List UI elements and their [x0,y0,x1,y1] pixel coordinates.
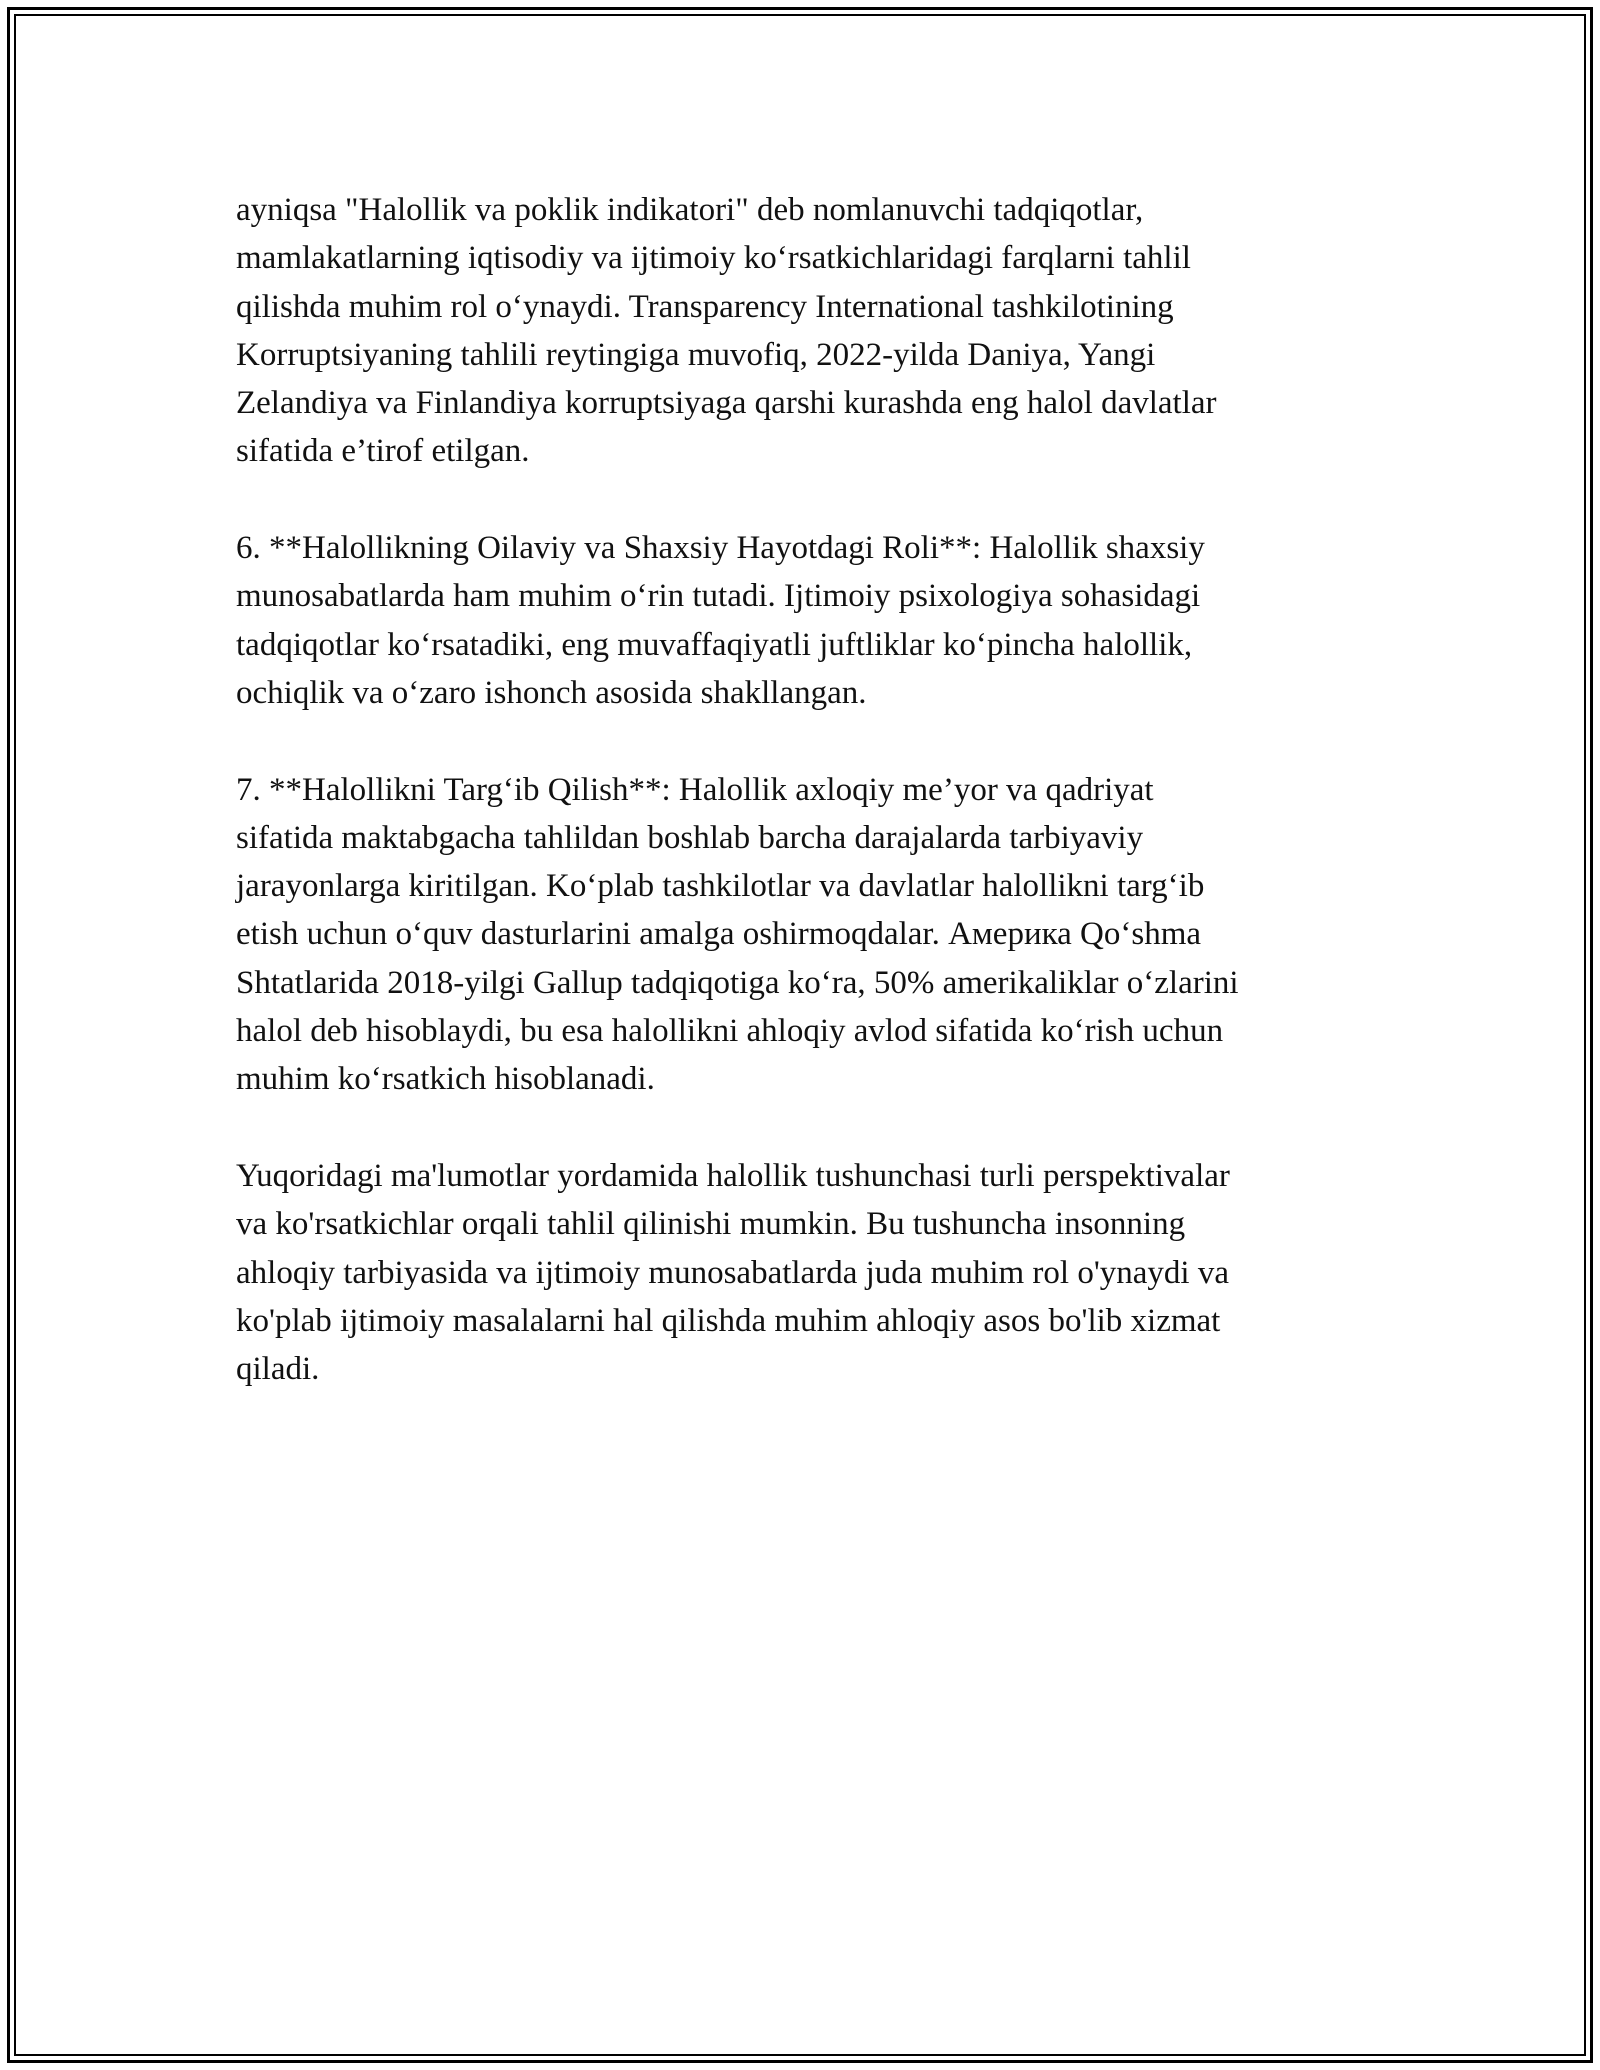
document-body [236,186,1366,1442]
text-line: tadqiqotlar ko‘rsatadiki, eng muvaffaqiyatli juftliklar ko‘pincha halollik, [236,626,1193,663]
text-line: ahloqiy tarbiyasida va ijtimoiy munosabatlarda juda muhim rol o'ynaydi va [236,1254,1229,1291]
text-line: ko'plab ijtimoiy masalalarni hal qilishda muhim ahloqiy asos bo'lib xizmat [236,1302,1221,1339]
text-line: muhim ko‘rsatkich hisoblanadi. [236,1061,655,1098]
text-line: munosabatlarda ham muhim o‘rin tutadi. Ijtimoiy psixologiya sohasidagi [236,578,1201,615]
paragraph-conclusion [236,1152,1366,1393]
text-line: va ko'rsatkichlar orqali tahlil qilinishi mumkin. Bu tushuncha insonning [236,1206,1186,1243]
text-line: mamlakatlarning iqtisodiy va ijtimoiy ko‘rsatkichlaridagi farqlarni tahlil [236,240,1191,277]
text-line: sifatida maktabgacha tahlildan boshlab barcha darajalarda tarbiyaviy [236,819,1144,856]
text-line: jarayonlarga kiritilgan. Ko‘plab tashkilotlar va davlatlar halollikni targ‘ib [236,868,1205,905]
text-line: Shtatlarida 2018-yilgi Gallup tadqiqotiga ko‘ra, 50% amerikaliklar o‘zlarini [236,964,1239,1001]
text-line: Korruptsiyaning tahlili reytingiga muvofiq, 2022-yilda Daniya, Yangi [236,336,1156,373]
paragraph-honesty-indicator [236,186,1366,476]
text-line: 7. **Halollikni Targ‘ib Qilish**: Halollik axloqiy me’yor va qadriyat [236,771,1154,808]
text-line: qiladi. [236,1351,320,1388]
text-line: Zelandiya va Finlandiya korruptsiyaga qarshi kurashda eng halol davlatlar [236,385,1217,422]
text-line: etish uchun o‘quv dasturlarini amalga oshirmoqdalar. Америка Qo‘shma [236,916,1202,953]
text-line: ayniqsa "Halollik va poklik indikatori" deb nomlanuvchi tadqiqotlar, [236,192,1144,228]
paragraph-item-7 [236,766,1366,1104]
text-line: qilishda muhim rol o‘ynaydi. Transparency International tashkilotining [236,288,1174,325]
text-line: 6. **Halollikning Oilaviy va Shaxsiy Hayotdagi Roli**: Halollik shaxsiy [236,530,1205,567]
text-line: Yuqoridagi ma'lumotlar yordamida halollik tushunchasi turli perspektivalar [236,1157,1230,1194]
text-line: ochiqlik va o‘zaro ishonch asosida shakllangan. [236,674,867,711]
text-line: halol deb hisoblaydi, bu esa halollikni ahloqiy avlod sifatida ko‘rish uchun [236,1013,1224,1050]
paragraph-item-6 [236,524,1366,717]
text-line: sifatida e’tirof etilgan. [236,433,530,470]
